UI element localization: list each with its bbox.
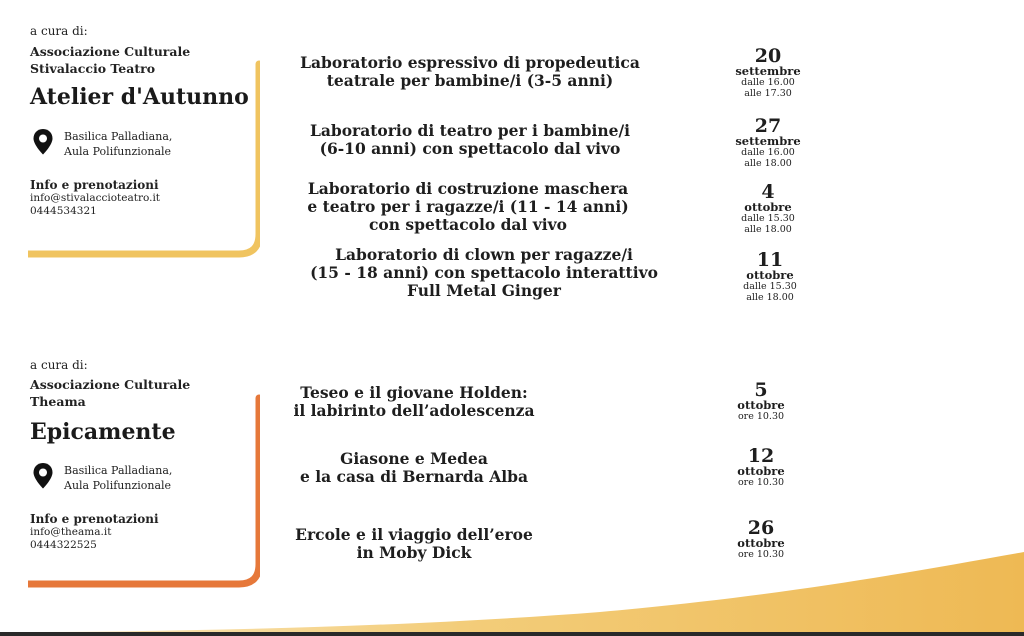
contact-email[interactable]: info@theama.it	[30, 526, 112, 538]
event-day: 5	[754, 379, 768, 401]
curator-name-line2: Stivalaccio Teatro	[30, 61, 156, 76]
event-time-start: dalle 16.00	[741, 77, 795, 88]
event-day: 26	[747, 517, 775, 539]
event-time-end: alle 18.00	[744, 158, 792, 169]
event-date	[713, 115, 823, 169]
program-title: Epicamente	[30, 419, 176, 445]
decorative-wave	[0, 540, 1024, 636]
event-date	[715, 249, 825, 303]
event-month: ottobre	[746, 268, 794, 282]
atelier-info-card	[28, 0, 260, 260]
event-title: Teseo e il giovane Holden: il labirinto dell’adolescenza	[293, 383, 535, 420]
info-title: Info e prenotazioni	[30, 512, 159, 526]
curator-name-line1: Associazione Culturale	[30, 377, 191, 392]
event-month: settembre	[735, 134, 801, 148]
program-title: Atelier d'Autunno	[30, 84, 249, 110]
event-title: Laboratorio espressivo di propedeutica teatrale per bambine/i (3-5 anni)	[300, 53, 640, 90]
contact-phone[interactable]: 0444322525	[30, 539, 97, 551]
event-date	[706, 445, 816, 488]
event-time-end: alle 17.30	[744, 88, 792, 99]
venue-line2: Aula Polifunzionale	[64, 479, 172, 492]
contact-email[interactable]: info@stivalaccioteatro.it	[30, 192, 161, 204]
info-title: Info e prenotazioni	[30, 178, 159, 192]
event-day: 4	[761, 181, 775, 203]
event-time-end: alle 18.00	[746, 292, 794, 303]
event-month: settembre	[735, 64, 801, 78]
event-month: ottobre	[744, 200, 792, 214]
contact-phone[interactable]: 0444534321	[30, 205, 97, 217]
event-time: ore 10.30	[737, 411, 785, 422]
event-day: 11	[756, 249, 784, 271]
venue-line1: Basilica Palladiana,	[64, 130, 173, 143]
venue-line1: Basilica Palladiana,	[64, 464, 173, 477]
event-date	[713, 45, 823, 99]
venue-line2: Aula Polifunzionale	[64, 145, 172, 158]
event-title: Giasone e Medea e la casa di Bernarda Alba	[299, 449, 529, 486]
curator-label: a cura di:	[30, 358, 88, 372]
event-month: ottobre	[737, 398, 785, 412]
event-time: ore 10.30	[737, 477, 785, 488]
event-month: ottobre	[737, 464, 785, 478]
event-time-start: dalle 15.30	[741, 213, 795, 224]
event-title: Laboratorio di clown per ragazze/i (15 - 18 anni) con spettacolo interattivo Full Metal Ginger	[310, 245, 658, 300]
event-time: ore 10.30	[737, 549, 785, 560]
event-title: Laboratorio di teatro per i bambine/i (6-10 anni) con spettacolo dal vivo	[309, 121, 631, 158]
event-title: Ercole e il viaggio dell’eroe in Moby Dick	[295, 525, 533, 562]
event-day: 20	[754, 45, 782, 67]
event-date	[713, 181, 823, 235]
curator-label: a cura di:	[30, 24, 88, 38]
event-title: Laboratorio di costruzione maschera e teatro per i ragazze/i (11 - 14 anni) con spettacolo dal vivo	[307, 179, 629, 234]
event-time-start: dalle 16.00	[741, 147, 795, 158]
location-pin-icon	[32, 128, 54, 156]
event-month: ottobre	[737, 536, 785, 550]
curator-name-line2: Theama	[30, 394, 86, 409]
event-day: 12	[747, 445, 775, 467]
event-day: 27	[754, 115, 782, 137]
event-time-start: dalle 15.30	[743, 281, 797, 292]
event-date	[706, 379, 816, 422]
location-pin-icon	[32, 462, 54, 490]
event-time-end: alle 18.00	[744, 224, 792, 235]
curator-name-line1: Associazione Culturale	[30, 44, 191, 59]
